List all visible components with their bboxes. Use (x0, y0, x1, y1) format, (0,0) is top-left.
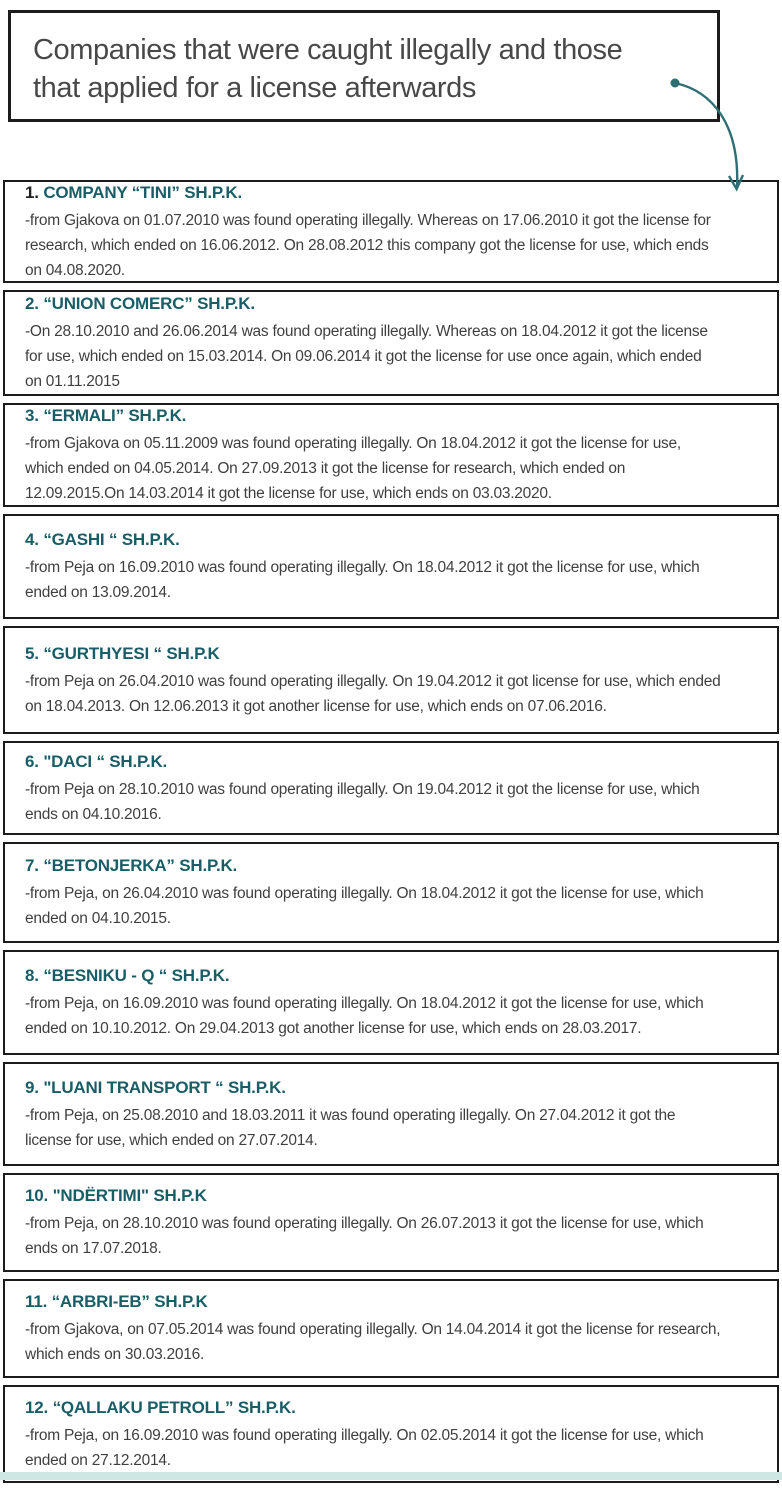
entry-description: -from Peja, on 16.09.2010 was found operating illegally. On 02.05.2014 it got the license for use, which ended on 27.12.2014. (25, 1426, 704, 1469)
entry-description: -from Peja, on 16.09.2010 was found operating illegally. On 18.04.2012 it got the license for use, which ended on 10.10.2012. On 29.04.2013 got another license for use, which ends on 28.03.2017. (25, 995, 704, 1037)
entry-title (25, 528, 721, 552)
entry-description: -from Gjakova on 05.11.2009 was found operating illegally. On 18.04.2012 it got the license for use, which ended on 04.05.2014. On 27.09.2013 it got the license for research, which ended on 12.09.2015.On 14.03.2014 it got the license for use, which ends on 03.03.2020. (25, 435, 681, 502)
entry-description: -from Peja, on 28.10.2010 was found operating illegally. On 26.07.2013 it got the license for use, which ends on 17.07.2018. (25, 1215, 704, 1257)
entry-number: 4. (25, 530, 44, 549)
entry-name: "DACI “ SH.P.K. (43, 751, 168, 771)
entry-description: -from Peja, on 25.08.2010 and 18.03.2011 it was found operating illegally. On 27.04.2012 it got the license for use, which ended on 27.07.2014. (25, 1106, 676, 1149)
entry-name: “BESNIKU - Q “ SH.P.K. (43, 966, 230, 985)
bottom-strip (0, 1472, 782, 1480)
entry-card (3, 741, 779, 835)
entry-name: "LUANI TRANSPORT “ SH.P.K. (43, 1077, 286, 1097)
entry-title (25, 1076, 721, 1100)
entry-description: -On 28.10.2010 and 26.06.2014 was found operating illegally. Whereas on 18.04.2012 it got the license for use, which ended on 15.03.2014. On 09.06.2014 it got the license for use once again, which ended on 01.11.2015 (25, 323, 708, 390)
entry-card (3, 1062, 779, 1166)
entry-card (3, 1279, 779, 1378)
entry-number: 2. (25, 294, 44, 313)
entry-title (25, 181, 721, 205)
entry-number: 6. (25, 751, 44, 771)
entry-card (3, 950, 779, 1055)
entry-description: -from Peja on 16.09.2010 was found operating illegally. On 18.04.2012 it got the license for use, which ended on 13.09.2014. (25, 559, 700, 601)
entry-title (25, 1184, 721, 1208)
entry-title (25, 404, 721, 428)
entry-number: 9. (25, 1077, 44, 1097)
entry-card (3, 290, 779, 396)
entry-title (25, 854, 721, 878)
entry-number: 5. (25, 643, 44, 663)
entry-description: -from Peja on 28.10.2010 was found operating illegally. On 19.04.2012 it got the license for use, which ends on 04.10.2016. (25, 780, 700, 823)
entry-name: “ARBRI-EB” SH.P.K (51, 1292, 208, 1311)
entry-description: -from Peja, on 26.04.2010 was found operating illegally. On 18.04.2012 it got the license for use, which ended on 04.10.2015. (25, 885, 704, 927)
entry-title (25, 292, 721, 316)
entry-number: 8. (25, 966, 44, 985)
entry-name: "NDËRTIMI" SH.P.K (52, 1186, 207, 1205)
entry-name: “ERMALI” SH.P.K. (43, 406, 187, 425)
entry-title (25, 1290, 721, 1314)
entry-number: 1. (25, 182, 44, 202)
entry-number: 3. (25, 406, 44, 425)
entry-title (25, 1396, 721, 1420)
entry-title (25, 964, 721, 988)
page-title: Companies that were caught illegally and those that applied for a license afterwards (33, 34, 623, 104)
entry-card (3, 626, 779, 734)
entry-title (25, 642, 721, 666)
entry-number: 11. (25, 1292, 52, 1311)
entry-card (3, 842, 779, 943)
entry-name: “GURTHYESI “ SH.P.K (43, 643, 220, 663)
entry-name: COMPANY “TINI” SH.P.K. (43, 182, 242, 202)
entry-card (3, 514, 779, 619)
entry-card (3, 1173, 779, 1272)
entry-card (3, 403, 779, 507)
entry-description: -from Gjakova on 01.07.2010 was found operating illegally. Whereas on 17.06.2010 it got the license for research, which ended on 16.06.2012. On 28.08.2012 this company got the license for use, which ends on 04.08.2020. (25, 211, 711, 279)
entry-number: 7. (25, 856, 44, 875)
curved-arrow-icon (660, 76, 760, 204)
entry-description: -from Peja on 26.04.2010 was found operating illegally. On 19.04.2012 it got license for use, which ended on 18.04.2013. On 12.06.2013 it got another license for use, which ends on 07.06.2016. (25, 672, 721, 715)
entry-number: 10. (25, 1186, 53, 1205)
entries-list (0, 180, 782, 1490)
entry-title (25, 750, 721, 774)
entry-name: “UNION COMERC” SH.P.K. (43, 294, 255, 313)
entry-card (3, 1385, 779, 1483)
entry-description: -from Gjakova, on 07.05.2014 was found operating illegally. On 14.04.2014 it got the license for research, which ends on 30.03.2016. (25, 1321, 721, 1363)
entry-name: “GASHI “ SH.P.K. (43, 530, 180, 549)
entry-number: 12. (25, 1397, 53, 1417)
header-box (8, 10, 720, 122)
entry-name: “QALLAKU PETROLL” SH.P.K. (52, 1397, 296, 1417)
entry-name: “BETONJERKA” SH.P.K. (43, 856, 238, 875)
